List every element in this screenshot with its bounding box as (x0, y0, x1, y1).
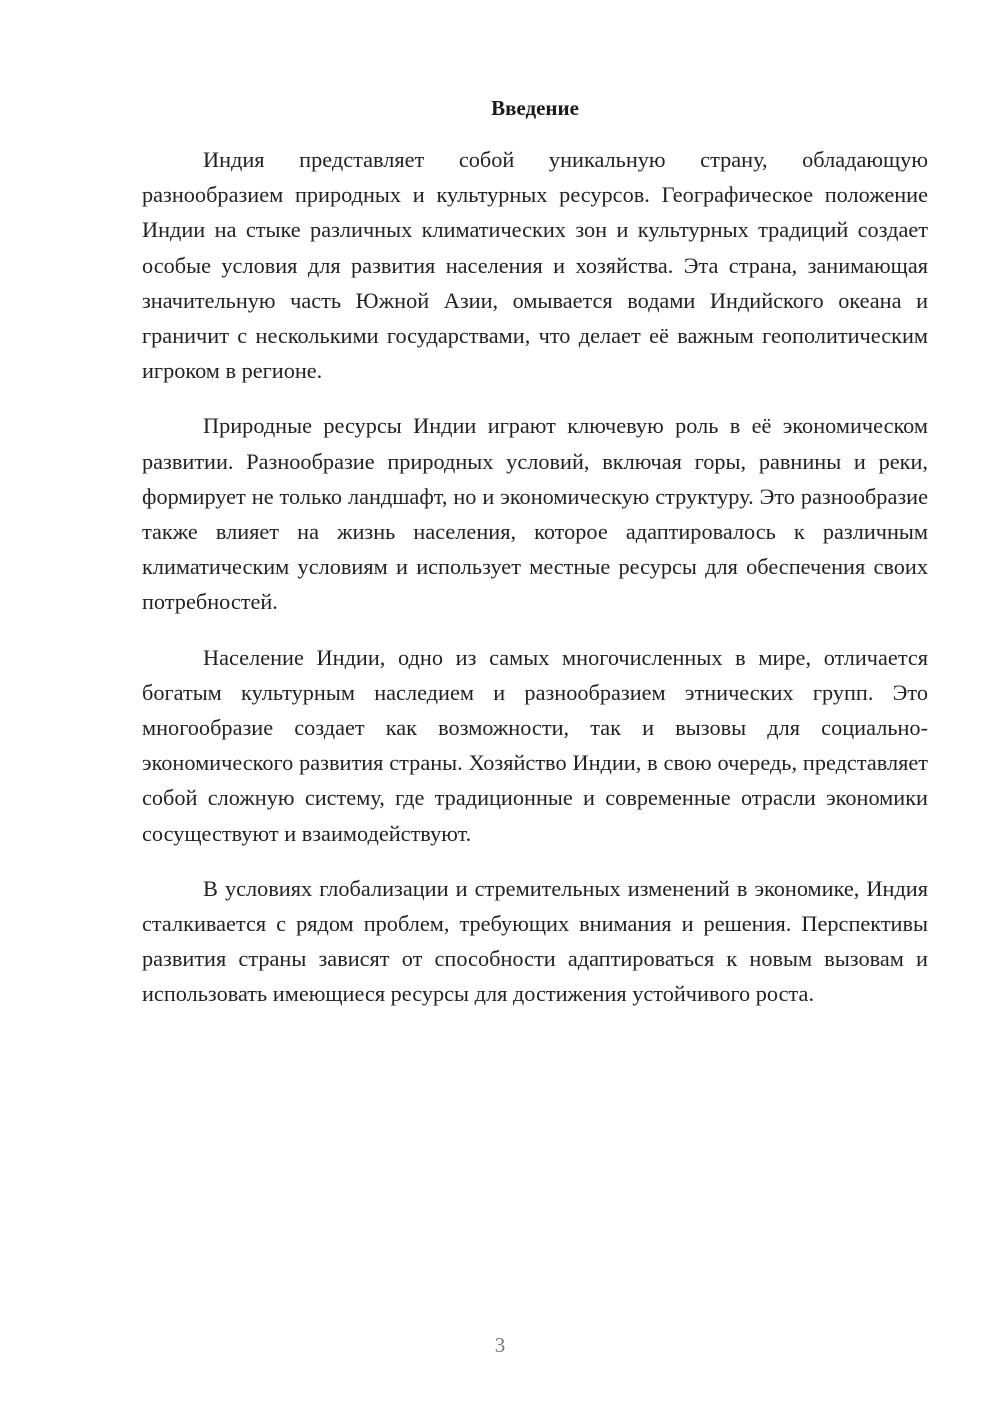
document-body (142, 142, 928, 1032)
section-heading: Введение (491, 96, 579, 120)
paragraph-1: Индия представляет собой уникальную страну, обладающую разнообразием природных и культурных ресурсов. Географическое положение Индии на стыке различных климатических зон и культурных традиций создает особые условия для развития населения и хозяйства. Эта страна, занимающая значительную часть Южной Азии, омывается водами Индийского океана и граничит с несколькими государствами, что делает её важным геополитическим игроком в регионе. (142, 147, 928, 384)
paragraph-3: Население Индии, одно из самых многочисленных в мире, отличается богатым культурным наследием и разнообразием этнических групп. Это многообразие создает как возможности, так и вызовы для социально-экономического развития страны. Хозяйство Индии, в свою очередь, представляет собой сложную систему, где традиционные и современные отрасли экономики сосуществуют и взаимодействуют. (142, 644, 928, 846)
page-number: 3 (494, 1333, 506, 1357)
paragraph-2: Природные ресурсы Индии играют ключевую роль в её экономическом развитии. Разнообразие природных условий, включая горы, равнины и реки, формирует не только ландшафт, но и экономическую структуру. Это разнообразие также влияет на жизнь населения, которое адаптировалось к различным климатическим условиям и использует местные ресурсы для обеспечения своих потребностей. (142, 413, 928, 615)
paragraph-4: В условиях глобализации и стремительных изменений в экономике, Индия сталкивается с рядом проблем, требующих внимания и решения. Перспективы развития страны зависят от способности адаптироваться к новым вызовам и использовать имеющиеся ресурсы для достижения устойчивого роста. (142, 875, 928, 1007)
